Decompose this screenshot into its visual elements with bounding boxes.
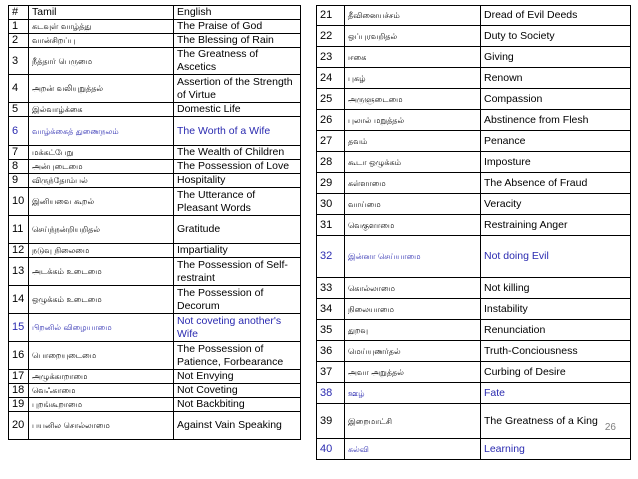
chapter-number: 9	[9, 174, 29, 188]
english-title: Abstinence from Flesh	[481, 110, 631, 131]
left-table-row	[9, 117, 301, 146]
chapter-number: 17	[9, 370, 29, 384]
tamil-title: வாழ்க்கைத் துணைநலம்	[29, 117, 174, 146]
right-table-row	[317, 278, 631, 299]
tamil-title: தீவினையச்சம்	[345, 6, 481, 26]
english-title: Dread of Evil Deeds	[481, 6, 631, 26]
tamil-title: செய்ந்நன்றியறிதல்	[29, 216, 174, 244]
english-title: Not Coveting	[174, 384, 301, 398]
left-table-row	[9, 384, 301, 398]
header-num: #	[9, 6, 29, 20]
english-title: The Worth of a Wife	[174, 117, 301, 146]
tamil-title: ஒழுக்கம் உடைமை	[29, 286, 174, 314]
tamil-title: ஒப்புரவறிதல்	[345, 26, 481, 47]
right-table-row	[317, 194, 631, 215]
left-table-row	[9, 286, 301, 314]
english-title: Not coveting another's Wife	[174, 314, 301, 342]
chapter-number: 33	[317, 278, 345, 299]
right-table-row	[317, 89, 631, 110]
tamil-title: வாய்மை	[345, 194, 481, 215]
tamil-title: இறைமாட்சி	[345, 404, 481, 439]
tamil-title: அறன் வலியுறுத்தல்	[29, 75, 174, 103]
tamil-title: பயனில சொல்லாமை	[29, 412, 174, 440]
english-title: Renown	[481, 68, 631, 89]
english-title: Imposture	[481, 152, 631, 173]
tamil-title: வான்சிறப்பு	[29, 34, 174, 48]
chapter-number: 32	[317, 236, 345, 278]
english-title: Learning	[481, 439, 631, 460]
right-table-row	[317, 47, 631, 68]
english-title: Not killing	[481, 278, 631, 299]
chapter-number: 15	[9, 314, 29, 342]
right-table-row	[317, 215, 631, 236]
left-table-row	[9, 314, 301, 342]
right-table-row	[317, 320, 631, 341]
chapter-number: 12	[9, 244, 29, 258]
tamil-title: நடுவு நிலைமை	[29, 244, 174, 258]
tamil-title: விருந்தோம்பல்	[29, 174, 174, 188]
english-title: The Blessing of Rain	[174, 34, 301, 48]
english-title: The Praise of God	[174, 20, 301, 34]
left-table-row	[9, 258, 301, 286]
tamil-title: இன்னா செய்யாமை	[345, 236, 481, 278]
chapter-number: 29	[317, 173, 345, 194]
tamil-title: அருளுடைமை	[345, 89, 481, 110]
chapter-number: 28	[317, 152, 345, 173]
english-title: Domestic Life	[174, 103, 301, 117]
english-title: Against Vain Speaking	[174, 412, 301, 440]
chapter-number: 4	[9, 75, 29, 103]
chapter-number: 13	[9, 258, 29, 286]
chapter-number: 35	[317, 320, 345, 341]
left-table-body	[9, 20, 301, 440]
chapter-number: 20	[9, 412, 29, 440]
right-table-row	[317, 439, 631, 460]
tamil-title: அன்புடைமை	[29, 160, 174, 174]
english-title: Truth-Conciousness	[481, 341, 631, 362]
chapter-number: 21	[317, 6, 345, 26]
left-table-row	[9, 370, 301, 384]
left-table-row	[9, 48, 301, 75]
chapter-number: 1	[9, 20, 29, 34]
english-title: The Utterance of Pleasant Words	[174, 188, 301, 216]
chapter-number: 8	[9, 160, 29, 174]
tamil-title: வெஃகாமை	[29, 384, 174, 398]
tamil-title: தவம்	[345, 131, 481, 152]
chapter-number: 14	[9, 286, 29, 314]
left-table-row	[9, 398, 301, 412]
english-title: Instability	[481, 299, 631, 320]
english-title: The Possession of Love	[174, 160, 301, 174]
right-table-row	[317, 173, 631, 194]
left-table-row	[9, 174, 301, 188]
chapter-number: 30	[317, 194, 345, 215]
chapter-number: 25	[317, 89, 345, 110]
left-table-row	[9, 34, 301, 48]
english-title: Veracity	[481, 194, 631, 215]
right-table-row	[317, 6, 631, 26]
left-table-row	[9, 216, 301, 244]
chapter-number: 31	[317, 215, 345, 236]
tamil-title: கள்ளாமை	[345, 173, 481, 194]
chapter-number: 23	[317, 47, 345, 68]
chapter-number: 40	[317, 439, 345, 460]
english-title: The Possession of Self-restraint	[174, 258, 301, 286]
chapter-number: 19	[9, 398, 29, 412]
right-table-row	[317, 404, 631, 439]
tamil-title: புலால் மறுத்தல்	[345, 110, 481, 131]
chapter-number: 10	[9, 188, 29, 216]
left-table-row	[9, 188, 301, 216]
chapter-number: 34	[317, 299, 345, 320]
chapter-number: 37	[317, 362, 345, 383]
english-title: The Greatness of a King	[481, 404, 631, 439]
english-title: Fate	[481, 383, 631, 404]
tamil-title: மக்கட்பேறு	[29, 146, 174, 160]
tamil-title: ஊழ்	[345, 383, 481, 404]
english-title: Curbing of Desire	[481, 362, 631, 383]
left-table-row	[9, 160, 301, 174]
english-title: Restraining Anger	[481, 215, 631, 236]
chapter-number: 27	[317, 131, 345, 152]
left-table-row	[9, 244, 301, 258]
header-tamil: Tamil	[29, 6, 174, 20]
header-row	[9, 6, 301, 20]
english-title: The Wealth of Children	[174, 146, 301, 160]
english-title: Giving	[481, 47, 631, 68]
english-title: The Greatness of Ascetics	[174, 48, 301, 75]
chapter-number: 3	[9, 48, 29, 75]
tamil-title: பொறையுடைமை	[29, 342, 174, 370]
english-title: Penance	[481, 131, 631, 152]
english-title: Gratitude	[174, 216, 301, 244]
english-title: Duty to Society	[481, 26, 631, 47]
left-kural-table	[8, 5, 301, 440]
chapter-number: 18	[9, 384, 29, 398]
chapter-number: 24	[317, 68, 345, 89]
right-table-row	[317, 131, 631, 152]
right-table-row	[317, 341, 631, 362]
right-table-row	[317, 68, 631, 89]
chapter-number: 38	[317, 383, 345, 404]
tamil-title: பிறனில் விழையாமை	[29, 314, 174, 342]
right-table-row	[317, 26, 631, 47]
left-table-row	[9, 103, 301, 117]
english-title: Compassion	[481, 89, 631, 110]
tamil-title: அழுக்காறாமை	[29, 370, 174, 384]
chapter-number: 16	[9, 342, 29, 370]
tamil-title: அவா அறுத்தல்	[345, 362, 481, 383]
chapter-number: 36	[317, 341, 345, 362]
left-table-row	[9, 146, 301, 160]
english-title: Not Backbiting	[174, 398, 301, 412]
tamil-title: நீத்தார் பெருமை	[29, 48, 174, 75]
chapter-number: 2	[9, 34, 29, 48]
page-number: 26	[604, 422, 616, 433]
right-kural-table	[316, 5, 631, 460]
tamil-title: புகழ்	[345, 68, 481, 89]
english-title: The Possession of Patience, Forbearance	[174, 342, 301, 370]
chapter-number: 11	[9, 216, 29, 244]
tamil-title: வெகுளாமை	[345, 215, 481, 236]
right-table-body	[317, 6, 631, 460]
tamil-title: கல்வி	[345, 439, 481, 460]
left-table-row	[9, 20, 301, 34]
chapter-number: 6	[9, 117, 29, 146]
chapter-number: 5	[9, 103, 29, 117]
right-table-row	[317, 152, 631, 173]
english-title: Impartiality	[174, 244, 301, 258]
english-title: Hospitality	[174, 174, 301, 188]
tamil-title: துறவு	[345, 320, 481, 341]
left-table-row	[9, 412, 301, 440]
chapter-number: 22	[317, 26, 345, 47]
english-title: Not Envying	[174, 370, 301, 384]
english-title: The Possession of Decorum	[174, 286, 301, 314]
tamil-title: கூடா ஒழுக்கம்	[345, 152, 481, 173]
chapter-number: 39	[317, 404, 345, 439]
tamil-title: ஈகை	[345, 47, 481, 68]
right-table-row	[317, 362, 631, 383]
right-table-row	[317, 383, 631, 404]
tamil-title: இல்வாழ்க்கை	[29, 103, 174, 117]
left-table-row	[9, 75, 301, 103]
tamil-title: மெய்யுணர்தல்	[345, 341, 481, 362]
header-english: English	[174, 6, 301, 20]
right-table-row	[317, 110, 631, 131]
right-table-row	[317, 299, 631, 320]
tamil-title: நிலையாமை	[345, 299, 481, 320]
tamil-title: புறங்கூறாமை	[29, 398, 174, 412]
tamil-title: அடக்கம் உடைமை	[29, 258, 174, 286]
english-title: Assertion of the Strength of Virtue	[174, 75, 301, 103]
tamil-title: கடவுள் வாழ்த்து	[29, 20, 174, 34]
right-table-row	[317, 236, 631, 278]
english-title: The Absence of Fraud	[481, 173, 631, 194]
tamil-title: கொல்லாமை	[345, 278, 481, 299]
chapter-number: 7	[9, 146, 29, 160]
chapter-number: 26	[317, 110, 345, 131]
left-table-row	[9, 342, 301, 370]
tamil-title: இனியவை கூறல்	[29, 188, 174, 216]
english-title: Renunciation	[481, 320, 631, 341]
english-title: Not doing Evil	[481, 236, 631, 278]
